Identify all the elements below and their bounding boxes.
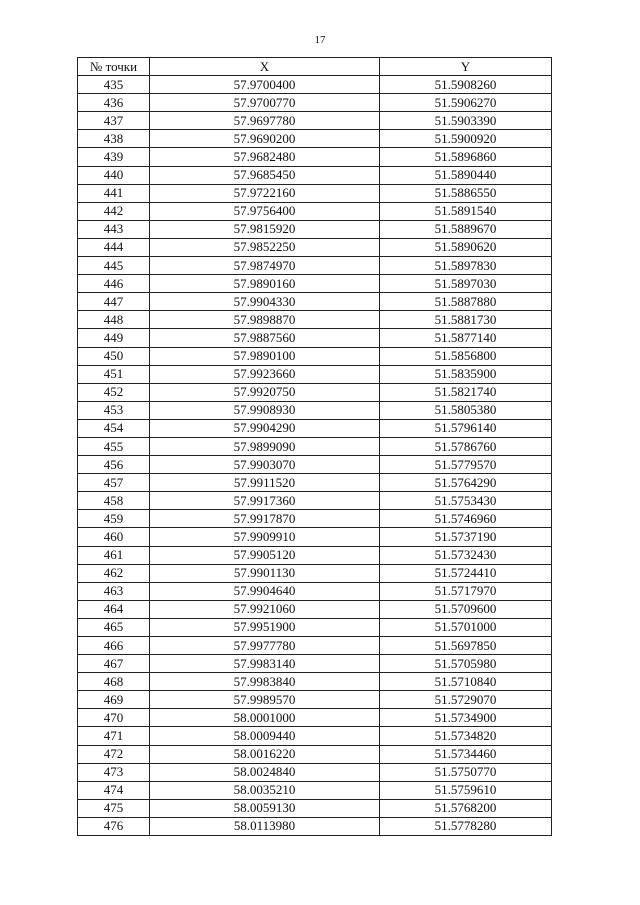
cell-x: 57.9983140 [150,655,380,673]
cell-y: 51.5796140 [380,419,552,437]
table-row [78,691,552,709]
cell-x: 57.9983840 [150,673,380,691]
cell-point-number: 449 [78,329,150,347]
cell-point-number: 458 [78,492,150,510]
cell-point-number: 465 [78,618,150,636]
cell-point-number: 455 [78,437,150,455]
cell-point-number: 470 [78,709,150,727]
cell-x: 57.9909910 [150,528,380,546]
cell-x: 58.0035210 [150,781,380,799]
cell-x: 57.9903070 [150,456,380,474]
cell-y: 51.5759610 [380,781,552,799]
cell-x: 57.9951900 [150,618,380,636]
cell-x: 57.9685450 [150,166,380,184]
cell-x: 57.9989570 [150,691,380,709]
table-row [78,564,552,582]
cell-y: 51.5779570 [380,456,552,474]
cell-x: 57.9920750 [150,383,380,401]
cell-point-number: 441 [78,184,150,202]
cell-y: 51.5709600 [380,600,552,618]
table-row [78,94,552,112]
cell-y: 51.5737190 [380,528,552,546]
cell-x: 57.9901130 [150,564,380,582]
table-row [78,637,552,655]
cell-y: 51.5734820 [380,727,552,745]
table-row [78,655,552,673]
table-row [78,546,552,564]
cell-point-number: 468 [78,673,150,691]
table-row [78,727,552,745]
cell-y: 51.5897030 [380,275,552,293]
table-row [78,600,552,618]
table-row [78,456,552,474]
cell-x: 57.9890160 [150,275,380,293]
cell-y: 51.5746960 [380,510,552,528]
cell-point-number: 471 [78,727,150,745]
cell-x: 57.9977780 [150,637,380,655]
cell-point-number: 452 [78,383,150,401]
table-row [78,365,552,383]
cell-x: 57.9887560 [150,329,380,347]
cell-y: 51.5764290 [380,474,552,492]
cell-x: 57.9917360 [150,492,380,510]
cell-y: 51.5729070 [380,691,552,709]
cell-point-number: 450 [78,347,150,365]
cell-y: 51.5724410 [380,564,552,582]
cell-x: 57.9917870 [150,510,380,528]
cell-point-number: 476 [78,817,150,835]
cell-point-number: 439 [78,148,150,166]
cell-point-number: 457 [78,474,150,492]
cell-x: 57.9899090 [150,437,380,455]
cell-x: 58.0059130 [150,799,380,817]
cell-y: 51.5835900 [380,365,552,383]
cell-x: 57.9904330 [150,293,380,311]
cell-y: 51.5717970 [380,582,552,600]
cell-y: 51.5887880 [380,293,552,311]
table-row [78,763,552,781]
cell-point-number: 451 [78,365,150,383]
cell-x: 58.0016220 [150,745,380,763]
cell-point-number: 448 [78,311,150,329]
cell-point-number: 473 [78,763,150,781]
cell-y: 51.5768200 [380,799,552,817]
cell-y: 51.5786760 [380,437,552,455]
table-row [78,673,552,691]
cell-y: 51.5886550 [380,184,552,202]
cell-x: 57.9690200 [150,130,380,148]
cell-y: 51.5701000 [380,618,552,636]
cell-x: 57.9890100 [150,347,380,365]
cell-x: 57.9700400 [150,76,380,94]
cell-point-number: 438 [78,130,150,148]
cell-x: 58.0009440 [150,727,380,745]
table-header-row [78,58,552,76]
table-row [78,781,552,799]
table-row [78,220,552,238]
cell-x: 57.9898870 [150,311,380,329]
table-body [78,76,552,836]
header-y: Y [380,58,552,76]
cell-x: 57.9874970 [150,257,380,275]
table-row [78,582,552,600]
cell-point-number: 474 [78,781,150,799]
cell-x: 57.9911520 [150,474,380,492]
cell-x: 57.9756400 [150,202,380,220]
cell-x: 57.9921060 [150,600,380,618]
cell-y: 51.5753430 [380,492,552,510]
table-row [78,184,552,202]
cell-point-number: 443 [78,220,150,238]
cell-point-number: 463 [78,582,150,600]
table-row [78,528,552,546]
coordinates-table [77,57,552,836]
cell-y: 51.5900920 [380,130,552,148]
table-row [78,401,552,419]
table-row [78,799,552,817]
table-row [78,148,552,166]
cell-y: 51.5891540 [380,202,552,220]
cell-point-number: 436 [78,94,150,112]
cell-point-number: 444 [78,238,150,256]
cell-y: 51.5881730 [380,311,552,329]
cell-x: 57.9905120 [150,546,380,564]
cell-point-number: 454 [78,419,150,437]
cell-x: 58.0113980 [150,817,380,835]
cell-y: 51.5750770 [380,763,552,781]
table-row [78,618,552,636]
cell-x: 57.9700770 [150,94,380,112]
cell-point-number: 464 [78,600,150,618]
cell-x: 57.9682480 [150,148,380,166]
table-row [78,474,552,492]
header-point-number: № точки [78,58,150,76]
cell-y: 51.5856800 [380,347,552,365]
table-row [78,202,552,220]
cell-point-number: 447 [78,293,150,311]
cell-y: 51.5732430 [380,546,552,564]
cell-y: 51.5821740 [380,383,552,401]
table-row [78,76,552,94]
cell-x: 58.0024840 [150,763,380,781]
cell-x: 57.9697780 [150,112,380,130]
cell-point-number: 446 [78,275,150,293]
cell-point-number: 445 [78,257,150,275]
table-row [78,817,552,835]
table-row [78,238,552,256]
table-row [78,275,552,293]
cell-x: 57.9923660 [150,365,380,383]
cell-y: 51.5877140 [380,329,552,347]
cell-y: 51.5903390 [380,112,552,130]
table-row [78,166,552,184]
table-row [78,293,552,311]
cell-y: 51.5710840 [380,673,552,691]
table-row [78,383,552,401]
cell-y: 51.5906270 [380,94,552,112]
cell-y: 51.5908260 [380,76,552,94]
table-row [78,112,552,130]
cell-point-number: 475 [78,799,150,817]
cell-x: 57.9904290 [150,419,380,437]
cell-point-number: 461 [78,546,150,564]
cell-y: 51.5889670 [380,220,552,238]
table-row [78,311,552,329]
cell-point-number: 462 [78,564,150,582]
cell-point-number: 460 [78,528,150,546]
cell-y: 51.5778280 [380,817,552,835]
cell-y: 51.5890440 [380,166,552,184]
cell-x: 57.9852250 [150,238,380,256]
table-row [78,419,552,437]
cell-x: 57.9904640 [150,582,380,600]
cell-y: 51.5805380 [380,401,552,419]
cell-point-number: 456 [78,456,150,474]
cell-y: 51.5697850 [380,637,552,655]
cell-point-number: 459 [78,510,150,528]
cell-y: 51.5734900 [380,709,552,727]
cell-point-number: 453 [78,401,150,419]
table-row [78,510,552,528]
cell-x: 57.9722160 [150,184,380,202]
cell-point-number: 442 [78,202,150,220]
cell-point-number: 435 [78,76,150,94]
header-x: X [150,58,380,76]
cell-point-number: 437 [78,112,150,130]
cell-point-number: 472 [78,745,150,763]
table-row [78,329,552,347]
cell-y: 51.5897830 [380,257,552,275]
cell-point-number: 440 [78,166,150,184]
cell-x: 57.9815920 [150,220,380,238]
cell-y: 51.5890620 [380,238,552,256]
table-row [78,257,552,275]
cell-y: 51.5705980 [380,655,552,673]
table-row [78,437,552,455]
table-row [78,709,552,727]
page-number: 17 [314,34,326,46]
table-row [78,130,552,148]
cell-point-number: 467 [78,655,150,673]
cell-x: 58.0001000 [150,709,380,727]
table-row [78,745,552,763]
cell-point-number: 469 [78,691,150,709]
cell-y: 51.5896860 [380,148,552,166]
table-row [78,492,552,510]
table-row [78,347,552,365]
cell-y: 51.5734460 [380,745,552,763]
cell-x: 57.9908930 [150,401,380,419]
cell-point-number: 466 [78,637,150,655]
